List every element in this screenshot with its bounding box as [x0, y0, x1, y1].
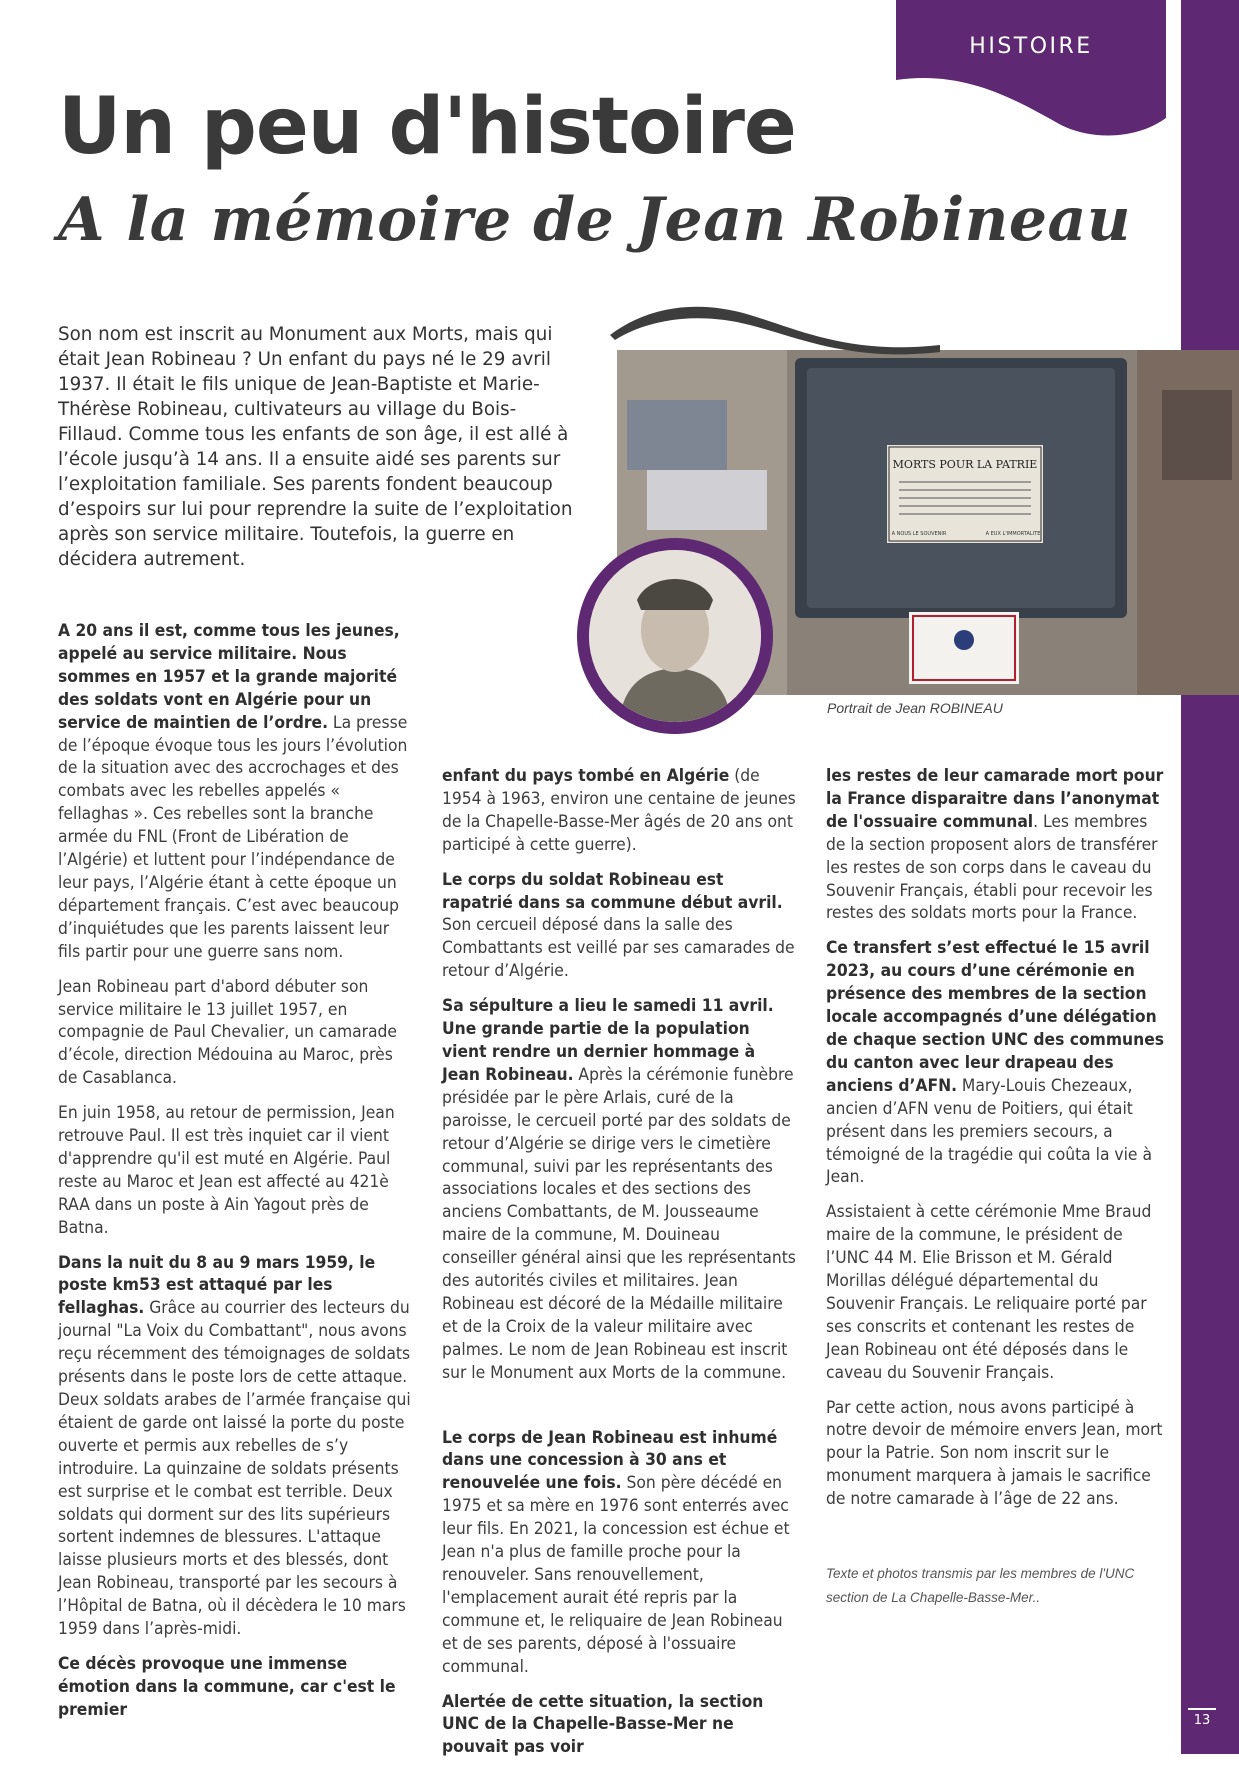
article-column-1 — [58, 620, 412, 1734]
paragraph — [442, 1691, 798, 1760]
paragraph — [826, 1397, 1164, 1512]
paragraph — [826, 1201, 1164, 1384]
paragraph-body: Son père décédé en 1975 et sa mère en 1976 sont enterrés avec leur fils. En 2021, la concession est échue et Jean n'a plus de famille proche pour la renouveler. Sans renouvellement, l'emplacement aurait été repris par la commune et, le reliquaire de Jean Robineau et de ses parents, déposé à l'ossuaire communal. — [442, 1473, 790, 1677]
paragraph-lead: Ce transfert s’est effectué le 15 avril 2023, au cours d’une cérémonie en présence des membres de la section locale accompagnés d’une délégation de chaque section UNC des communes du canton avec leur drapeau des anciens d’AFN. — [826, 938, 1164, 1096]
paragraph — [58, 1252, 412, 1641]
paragraph-lead: les restes de leur camarade mort pour la France disparaitre dans l’anonymat de l'ossuaire communal — [826, 766, 1164, 832]
intro-paragraph: Son nom est inscrit au Monument aux Morts, mais qui était Jean Robineau ? Un enfant du pays né le 29 avril 1937. Il était le fils unique de Jean-Baptiste et Marie-Thérèse Robineau, cultivateurs au village du Bois-Fillaud. Comme tous les enfants de son âge, il est allé à l’école jusqu’à 14 ans. Il a ensuite aidé ses parents sur l’exploitation familiale. Ses parents fondent beaucoup d’espoirs sur lui pour reprendre la suite de l’exploitation après son service militaire. Toutefois, la guerre en décidera autrement. — [58, 324, 573, 570]
section-tab-label: HISTOIRE — [969, 34, 1093, 59]
paragraph-body: Jean Robineau part d'abord débuter son service militaire le 13 juillet 1957, en compagnie de Paul Chevalier, un camarade d’école, direction Médouina au Maroc, près de Casablanca. — [58, 976, 398, 1089]
photo-credit: Texte et photos transmis par les membres de l'UNC section de La Chapelle-Basse-Mer.. — [826, 1566, 1135, 1605]
paragraph — [58, 976, 412, 1091]
paragraph — [58, 1102, 412, 1239]
paragraph-lead: Alertée de cette situation, la section UNC de la Chapelle-Basse-Mer ne pouvait pas voir — [442, 1691, 764, 1758]
page-number-rule — [1188, 1708, 1216, 1710]
paragraph-body: Mary-Louis Chezeaux, ancien d’AFN venu de Poitiers, qui était présent dans les premiers secours, a témoigné de la tragédie qui coûta la vie à Jean. — [826, 1075, 1152, 1188]
paragraph — [58, 620, 412, 964]
paragraph-body: En juin 1958, au retour de permission, Jean retrouve Paul. Il est très inquiet car il vient d'apprendre qu'il est muté en Algérie. Paul reste au Maroc et Jean est affecté au 421è RAA dans un poste à Ain Yagout près de Batna. — [58, 1103, 395, 1238]
paragraph — [826, 765, 1164, 925]
side-band — [1181, 0, 1239, 1754]
paragraph-body: Grâce au courrier des lecteurs du journal "La Voix du Combattant", nous avons reçu récemment des témoignages de soldats présents dans le poste lors de cette attaque. Deux soldats arabes de l’armée française qui étaient de garde ont laissé la porte du poste ouverte et permis aux rebelles de s’y introduire. La quinzaine de soldats présents est surprise et le combat est terrible. Deux soldats qui dorment sur des lits supérieurs sortent indemnes de blessures. L'attaque laisse plusieurs morts et des blessés, dont Jean Robineau, transporté par les secours à l’Hôpital de Batna, où il décèdera le 10 mars 1959 dans l’après-midi. — [58, 1298, 411, 1640]
portrait-photo — [589, 550, 761, 722]
plaque-title: MORTS POUR LA PATRIE — [892, 458, 1038, 471]
section-tab-shape — [896, 0, 1166, 140]
paragraph-lead: A 20 ans il est, comme tous les jeunes, appelé au service militaire. Nous sommes en 1957 et la grande majorité des soldats vont en Algérie pour un service de maintien de l’ordre. — [58, 621, 400, 733]
paragraph-body: . Les membres de la section proposent alors de transférer les restes de son corps dans le caveau du Souvenir Français, établi pour recevoir les restes des soldats morts pour la France. — [826, 811, 1158, 924]
paragraph — [442, 995, 798, 1384]
paragraph-body: Assistaient à cette cérémonie Mme Braud maire de la commune, le président de l’UNC 44 M. Elie Brisson et M. Gérald Morillas délégué départemental du Souvenir Français. Le reliquaire porté par ses conscrits et contenant les restes de Jean Robineau ont été déposés dans le caveau du Souvenir Français. — [826, 1202, 1152, 1383]
paragraph — [442, 765, 798, 857]
page-number: 13 — [1193, 1713, 1211, 1728]
paragraph-lead: Le corps de Jean Robineau est inhumé dans une concession à 30 ans et renouvelée une fois. — [442, 1427, 778, 1494]
paragraph-lead: Sa sépulture a lieu le samedi 11 avril. Une grande partie de la population vient rendre un dernier hommage à Jean Robineau. — [442, 996, 774, 1085]
paragraph-body: La presse de l’époque évoque tous les jours l’évolution de la situation avec des accrochages et des combats avec les rebelles appelés « fellaghas ». Ces rebelles sont la branche armée du FNL (Front de Libération de l’Algérie) et luttent pour l’indépendance de leur pays, l’Algérie étant à cette époque un département français. C’est avec beaucoup d’inquiétudes que les parents laissent leur fils partir pour une guerre sans nom. — [58, 712, 408, 962]
page-subtitle: A la mémoire de Jean Robineau — [58, 185, 1132, 255]
plaque-footer-right: A EUX L'IMMORTALITE — [985, 531, 1041, 537]
plaque-footer-left: A NOUS LE SOUVENIR — [891, 531, 947, 537]
paragraph-body: Son cercueil déposé dans la salle des Combattants est veillé par ses camarades de retour d’Algérie. — [442, 915, 795, 982]
paragraph-body: (de 1954 à 1963, environ une centaine de jeunes de la Chapelle-Basse-Mer âgés de 20 ans ont participé à cette guerre). — [442, 766, 796, 855]
paragraph — [442, 869, 798, 984]
photo-wave — [610, 300, 940, 360]
portrait-frame — [577, 538, 773, 734]
paragraph-lead: enfant du pays tombé en Algérie — [442, 766, 730, 786]
article-column-2 — [442, 765, 798, 1771]
page-title: Un peu d'histoire — [58, 82, 796, 172]
paragraph-lead: Dans la nuit du 8 au 9 mars 1959, le poste km53 est attaqué par les fellaghas. — [58, 1252, 376, 1319]
paragraph-lead: Le corps du soldat Robineau est rapatrié dans sa commune début avril. — [442, 869, 783, 913]
paragraph-body: Après la cérémonie funèbre présidée par le père Arlais, curé de la paroisse, le cercueil porté par des soldats de retour d’Algérie se dirige vers le cimetière communal, suivi par les représentants des associations locales et des sections des anciens Combattants, de M. Jousseaume maire de la commune, M. Douineau conseiller général ainsi que les représentants des autorités civiles et militaires. Jean Robineau est décoré de la Médaille militaire et de la Croix de la valeur militaire avec palmes. Le nom de Jean Robineau est inscrit sur le Monument aux Morts de la commune. — [442, 1064, 796, 1383]
paragraph-lead: Ce décès provoque une immense émotion dans la commune, car c'est le premier — [58, 1653, 396, 1720]
article-column-3 — [826, 765, 1164, 1523]
paragraph-body: Par cette action, nous avons participé à notre devoir de mémoire envers Jean, mort pour la Patrie. Son nom inscrit sur le monument marquera à jamais le sacrifice de notre camarade à l’âge de 22 ans. — [826, 1397, 1163, 1510]
photo-caption: Portrait de Jean ROBINEAU — [827, 700, 1003, 716]
paragraph — [442, 1427, 798, 1679]
paragraph — [58, 1653, 412, 1722]
paragraph — [826, 937, 1164, 1189]
